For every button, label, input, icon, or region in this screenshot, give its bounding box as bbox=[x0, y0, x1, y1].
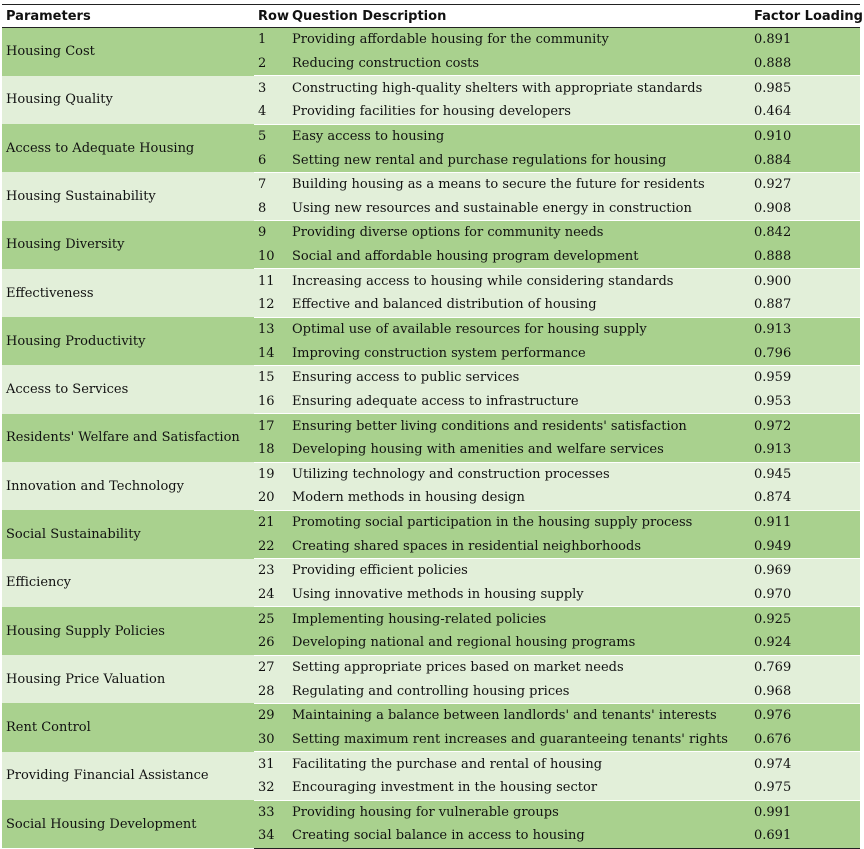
factor-loading-cell: 0.945 bbox=[750, 462, 860, 486]
parameter-cell: Housing Cost bbox=[2, 28, 254, 76]
factor-loading-cell: 0.985 bbox=[750, 76, 860, 100]
factor-loading-cell: 0.970 bbox=[750, 583, 860, 607]
header-factor-loading: Factor Loading bbox=[750, 5, 860, 28]
description-cell: Increasing access to housing while considering standards bbox=[288, 269, 750, 293]
factor-loading-cell: 0.959 bbox=[750, 365, 860, 389]
row-number-cell: 30 bbox=[254, 728, 288, 752]
factor-loading-cell: 0.949 bbox=[750, 534, 860, 558]
factor-loading-cell: 0.976 bbox=[750, 703, 860, 727]
row-number-cell: 1 bbox=[254, 28, 288, 52]
description-cell: Providing housing for vulnerable groups bbox=[288, 800, 750, 824]
row-number-cell: 23 bbox=[254, 559, 288, 583]
factor-loading-cell: 0.842 bbox=[750, 221, 860, 245]
row-number-cell: 21 bbox=[254, 510, 288, 534]
description-cell: Effective and balanced distribution of housing bbox=[288, 293, 750, 317]
parameter-cell: Housing Productivity bbox=[2, 317, 254, 365]
factor-loading-cell: 0.925 bbox=[750, 607, 860, 631]
factor-loading-cell: 0.975 bbox=[750, 776, 860, 800]
table-row bbox=[2, 28, 860, 52]
description-cell: Regulating and controlling housing prices bbox=[288, 679, 750, 703]
description-cell: Ensuring adequate access to infrastructure bbox=[288, 390, 750, 414]
row-number-cell: 8 bbox=[254, 196, 288, 220]
description-cell: Implementing housing-related policies bbox=[288, 607, 750, 631]
factor-loading-cell: 0.924 bbox=[750, 631, 860, 655]
factor-loading-cell: 0.911 bbox=[750, 510, 860, 534]
row-number-cell: 33 bbox=[254, 800, 288, 824]
factor-loading-cell: 0.676 bbox=[750, 728, 860, 752]
factor-loading-cell: 0.887 bbox=[750, 293, 860, 317]
row-number-cell: 13 bbox=[254, 317, 288, 341]
description-cell: Setting appropriate prices based on market needs bbox=[288, 655, 750, 679]
row-number-cell: 25 bbox=[254, 607, 288, 631]
row-number-cell: 18 bbox=[254, 438, 288, 462]
factor-loading-cell: 0.927 bbox=[750, 172, 860, 196]
row-number-cell: 29 bbox=[254, 703, 288, 727]
description-cell: Promoting social participation in the housing supply process bbox=[288, 510, 750, 534]
parameter-cell: Residents' Welfare and Satisfaction bbox=[2, 414, 254, 462]
factor-loading-cell: 0.796 bbox=[750, 341, 860, 365]
description-cell: Facilitating the purchase and rental of housing bbox=[288, 752, 750, 776]
table-header-row bbox=[2, 5, 860, 28]
table-row bbox=[2, 221, 860, 245]
parameter-cell: Effectiveness bbox=[2, 269, 254, 317]
row-number-cell: 32 bbox=[254, 776, 288, 800]
factor-loading-cell: 0.968 bbox=[750, 679, 860, 703]
factor-loading-table bbox=[2, 4, 863, 849]
table-row bbox=[2, 365, 860, 389]
factor-loading-cell: 0.888 bbox=[750, 52, 860, 76]
row-number-cell: 15 bbox=[254, 365, 288, 389]
row-number-cell: 26 bbox=[254, 631, 288, 655]
description-cell: Building housing as a means to secure the future for residents bbox=[288, 172, 750, 196]
factor-loading-cell: 0.464 bbox=[750, 100, 860, 124]
table-row bbox=[2, 269, 860, 293]
factor-loading-cell: 0.891 bbox=[750, 28, 860, 52]
parameter-cell: Access to Services bbox=[2, 365, 254, 413]
factor-loading-cell: 0.974 bbox=[750, 752, 860, 776]
table-row bbox=[2, 559, 860, 583]
row-number-cell: 3 bbox=[254, 76, 288, 100]
row-number-cell: 14 bbox=[254, 341, 288, 365]
description-cell: Setting new rental and purchase regulations for housing bbox=[288, 148, 750, 172]
header-parameters: Parameters bbox=[2, 5, 254, 28]
row-number-cell: 2 bbox=[254, 52, 288, 76]
factor-loading-cell: 0.913 bbox=[750, 317, 860, 341]
description-cell: Using innovative methods in housing supply bbox=[288, 583, 750, 607]
description-cell: Constructing high-quality shelters with appropriate standards bbox=[288, 76, 750, 100]
table-row bbox=[2, 752, 860, 776]
description-cell: Providing facilities for housing developers bbox=[288, 100, 750, 124]
row-number-cell: 17 bbox=[254, 414, 288, 438]
parameter-cell: Housing Price Valuation bbox=[2, 655, 254, 703]
row-number-cell: 9 bbox=[254, 221, 288, 245]
description-cell: Creating shared spaces in residential neighborhoods bbox=[288, 534, 750, 558]
factor-loading-cell: 0.913 bbox=[750, 438, 860, 462]
row-number-cell: 24 bbox=[254, 583, 288, 607]
description-cell: Ensuring access to public services bbox=[288, 365, 750, 389]
row-number-cell: 11 bbox=[254, 269, 288, 293]
factor-loading-cell: 0.908 bbox=[750, 196, 860, 220]
description-cell: Maintaining a balance between landlords' and tenants' interests bbox=[288, 703, 750, 727]
description-cell: Setting maximum rent increases and guaranteeing tenants' rights bbox=[288, 728, 750, 752]
table-row bbox=[2, 703, 860, 727]
factor-loading-cell: 0.888 bbox=[750, 245, 860, 269]
parameter-cell: Housing Sustainability bbox=[2, 172, 254, 220]
table-row bbox=[2, 124, 860, 148]
factor-loading-cell: 0.991 bbox=[750, 800, 860, 824]
row-number-cell: 27 bbox=[254, 655, 288, 679]
parameter-cell: Social Housing Development bbox=[2, 800, 254, 848]
description-cell: Optimal use of available resources for housing supply bbox=[288, 317, 750, 341]
table-row bbox=[2, 462, 860, 486]
parameter-cell: Housing Quality bbox=[2, 76, 254, 124]
table-row bbox=[2, 510, 860, 534]
parameter-cell: Innovation and Technology bbox=[2, 462, 254, 510]
row-number-cell: 34 bbox=[254, 824, 288, 848]
factor-loading-cell: 0.969 bbox=[750, 559, 860, 583]
parameter-cell: Housing Diversity bbox=[2, 221, 254, 269]
description-cell: Providing affordable housing for the community bbox=[288, 28, 750, 52]
parameter-cell: Providing Financial Assistance bbox=[2, 752, 254, 800]
row-number-cell: 16 bbox=[254, 390, 288, 414]
row-number-cell: 10 bbox=[254, 245, 288, 269]
row-number-cell: 12 bbox=[254, 293, 288, 317]
table-row bbox=[2, 317, 860, 341]
parameter-cell: Social Sustainability bbox=[2, 510, 254, 558]
description-cell: Using new resources and sustainable energy in construction bbox=[288, 196, 750, 220]
row-number-cell: 28 bbox=[254, 679, 288, 703]
row-number-cell: 6 bbox=[254, 148, 288, 172]
table-row bbox=[2, 607, 860, 631]
description-cell: Providing efficient policies bbox=[288, 559, 750, 583]
parameter-cell: Access to Adequate Housing bbox=[2, 124, 254, 172]
parameter-cell: Housing Supply Policies bbox=[2, 607, 254, 655]
table-row bbox=[2, 76, 860, 100]
row-number-cell: 22 bbox=[254, 534, 288, 558]
factor-loading-cell: 0.972 bbox=[750, 414, 860, 438]
header-description: Question Description bbox=[288, 5, 750, 28]
table-row bbox=[2, 655, 860, 679]
description-cell: Easy access to housing bbox=[288, 124, 750, 148]
row-number-cell: 4 bbox=[254, 100, 288, 124]
description-cell: Developing national and regional housing programs bbox=[288, 631, 750, 655]
description-cell: Creating social balance in access to housing bbox=[288, 824, 750, 848]
factor-loading-cell: 0.884 bbox=[750, 148, 860, 172]
description-cell: Ensuring better living conditions and residents' satisfaction bbox=[288, 414, 750, 438]
table-row bbox=[2, 172, 860, 196]
description-cell: Improving construction system performance bbox=[288, 341, 750, 365]
factor-loading-cell: 0.691 bbox=[750, 824, 860, 848]
factor-loading-cell: 0.910 bbox=[750, 124, 860, 148]
description-cell: Reducing construction costs bbox=[288, 52, 750, 76]
factor-loading-cell: 0.874 bbox=[750, 486, 860, 510]
row-number-cell: 19 bbox=[254, 462, 288, 486]
table-row bbox=[2, 414, 860, 438]
description-cell: Developing housing with amenities and welfare services bbox=[288, 438, 750, 462]
description-cell: Utilizing technology and construction processes bbox=[288, 462, 750, 486]
factor-loading-cell: 0.769 bbox=[750, 655, 860, 679]
row-number-cell: 7 bbox=[254, 172, 288, 196]
factor-loading-cell: 0.900 bbox=[750, 269, 860, 293]
description-cell: Modern methods in housing design bbox=[288, 486, 750, 510]
row-number-cell: 20 bbox=[254, 486, 288, 510]
description-cell: Encouraging investment in the housing sector bbox=[288, 776, 750, 800]
description-cell: Social and affordable housing program development bbox=[288, 245, 750, 269]
parameter-cell: Efficiency bbox=[2, 559, 254, 607]
row-number-cell: 31 bbox=[254, 752, 288, 776]
header-row: Row bbox=[254, 5, 288, 28]
row-number-cell: 5 bbox=[254, 124, 288, 148]
table-body bbox=[2, 28, 860, 849]
factor-loading-cell: 0.953 bbox=[750, 390, 860, 414]
description-cell: Providing diverse options for community needs bbox=[288, 221, 750, 245]
table-row bbox=[2, 800, 860, 824]
parameter-cell: Rent Control bbox=[2, 703, 254, 751]
